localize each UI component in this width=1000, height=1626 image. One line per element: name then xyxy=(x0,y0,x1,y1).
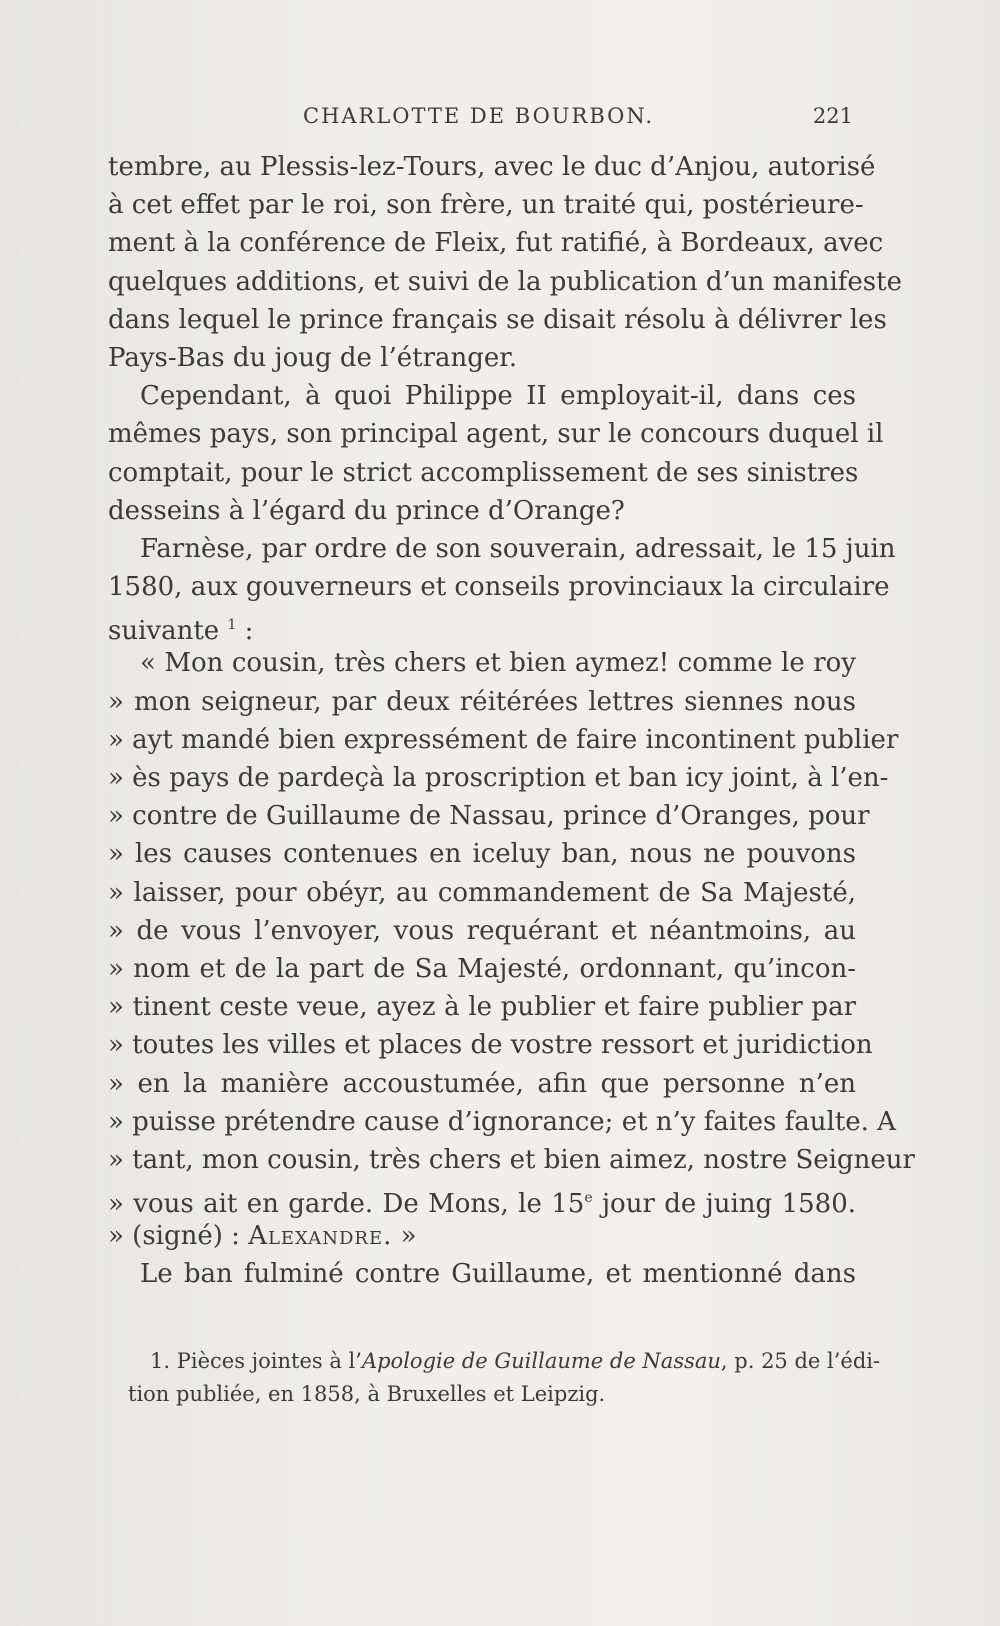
text-line: » nom et de la part de Sa Majesté, ordonnant, qu’incon- xyxy=(108,953,856,984)
text-line: ment à la conférence de Fleix, fut ratifié, à Bordeaux, avec xyxy=(108,228,884,259)
footnote-marker[interactable]: 1 xyxy=(227,617,237,634)
text-line: » puisse prétendre cause d’ignorance; et n’y faites faulte. A xyxy=(108,1106,896,1137)
text-line xyxy=(108,1217,856,1255)
text-line: quelques additions, et suivi de la publication d’un manifeste xyxy=(108,266,902,297)
text-line: » en la manière accoustumée, afin que personne n’en xyxy=(108,1068,856,1099)
signature: Alexandre. xyxy=(248,1221,393,1252)
footnote-line: tion publiée, en 1858, à Bruxelles et Leipzig. xyxy=(128,1382,606,1406)
text-line: » toutes les villes et places de vostre ressort et juridiction xyxy=(108,1030,873,1061)
running-head: CHARLOTTE DE BOURBON. xyxy=(303,104,655,128)
page-header xyxy=(108,104,853,138)
text-line: comptait, pour le strict accomplissement de ses sinistres xyxy=(108,457,859,488)
text-line: Farnèse, par ordre de son souverain, adressait, le 15 juin xyxy=(140,533,896,564)
text-line: mêmes pays, son principal agent, sur le concours duquel il xyxy=(108,419,884,450)
footnote-text: , p. 25 de l’édi- xyxy=(720,1349,881,1373)
text-segment: suivante xyxy=(108,616,220,647)
text-line: Pays-Bas du joug de l’étranger. xyxy=(108,342,518,373)
text-line: Cependant, à quoi Philippe II employait-il, dans ces xyxy=(140,381,856,412)
footnote xyxy=(128,1345,881,1411)
text-line: » laisser, pour obéyr, au commandement de Sa Majesté, xyxy=(108,877,856,908)
text-line xyxy=(108,1179,856,1220)
text-line: » tinent ceste veue, ayez à le publier et faire publier par xyxy=(108,992,856,1023)
text-line: » ayt mandé bien expressément de faire incontinent publier xyxy=(108,724,899,755)
text-line: à cet effet par le roi, son frère, un traité qui, postérieure- xyxy=(108,190,864,221)
text-line: 1580, aux gouverneurs et conseils provinciaux la circulaire xyxy=(108,572,890,603)
text-segment: » xyxy=(392,1221,417,1252)
text-line: dans lequel le prince français se disait résolu à délivrer les xyxy=(108,304,887,335)
page-number: 221 xyxy=(812,104,853,128)
footnote-text: Pièces jointes à l’ xyxy=(176,1349,362,1373)
text-line: » mon seigneur, par deux réitérées lettres siennes nous xyxy=(108,686,856,717)
body-text xyxy=(108,148,915,1294)
text-segment: jour de juing 1580. xyxy=(592,1189,856,1220)
text-line: « Mon cousin, très chers et bien aymez! comme le roy xyxy=(140,648,856,679)
text-segment: : xyxy=(236,616,254,647)
text-segment: » (signé) : xyxy=(108,1221,240,1252)
text-line: tembre, au Plessis-lez-Tours, avec le duc d’Anjou, autorisé xyxy=(108,152,876,182)
text-segment: » vous ait en garde. De Mons, le 15 xyxy=(108,1189,585,1220)
text-line: » tant, mon cousin, très chers et bien aimez, nostre Seigneur xyxy=(108,1144,915,1175)
text-line: » les causes contenues en iceluy ban, nous ne pouvons xyxy=(108,839,856,870)
footnote-line xyxy=(128,1345,881,1378)
date-superscript: e xyxy=(584,1190,593,1207)
footnote-title: Apologie de Guillaume de Nassau xyxy=(361,1349,721,1373)
footnote-number: 1. xyxy=(150,1349,171,1373)
text-line: » de vous l’envoyer, vous requérant et néantmoins, au xyxy=(108,915,856,946)
text-line: » contre de Guillaume de Nassau, prince d’Oranges, pour xyxy=(108,801,870,832)
text-line: Le ban fulminé contre Guillaume, et mentionné dans xyxy=(140,1259,856,1290)
text-line: desseins à l’égard du prince d’Orange? xyxy=(108,495,625,526)
text-line xyxy=(108,606,856,647)
text-line: » ès pays de pardeçà la proscription et ban icy joint, à l’en- xyxy=(108,763,889,793)
